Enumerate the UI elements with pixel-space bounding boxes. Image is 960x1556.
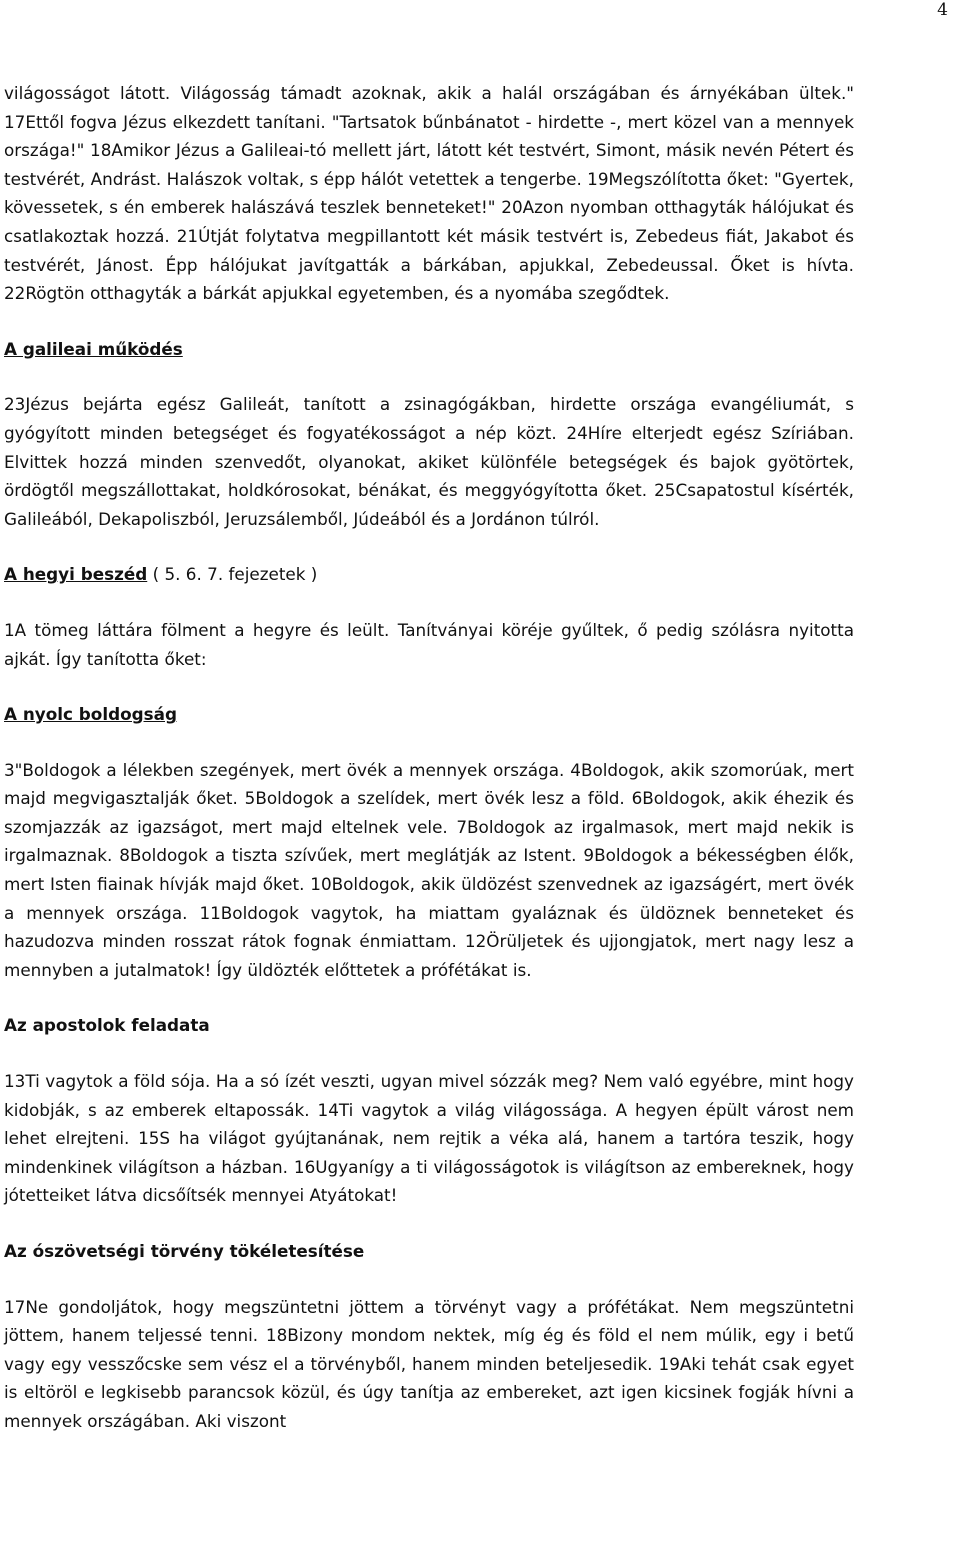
heading-galileai-mukodes: A galileai működés bbox=[4, 338, 183, 359]
heading-hegyi-besz: A hegyi beszéd ( 5. 6. 7. fejezetek ) bbox=[4, 564, 318, 585]
document-body bbox=[4, 79, 854, 1436]
paragraph-hegyi-besz: 1A tömeg láttára fölment a hegyre és leült. Tanítványai köréje gyűltek, ő pedig szólásra nyitotta ajkát. Így tanította őket: bbox=[4, 619, 854, 669]
heading-oszovetsegi-torveny: Az ószövetségi törvény tökéletesítése bbox=[4, 1241, 365, 1261]
paragraph-apostolok: 13Ti vagytok a föld sója. Ha a só ízét veszti, ugyan mivel sózzák meg? Nem való egyébre, mint hogy kidobják, s az emberek eltapossák. 14Ti vagytok a világ világossága. A hegyen épült várost nem lehet elrejteni. 15S ha világot gyújtanának, nem rejtik a véka alá, hanem a tartóra teszik, hogy mindenkinek világítson a házban. 16Ugyanígy a ti világosságotok is világítson az embereknek, hogy jótetteiket látva dicsőítsék mennyei Atyátokat! bbox=[4, 1071, 854, 1206]
paragraph-torveny: 17Ne gondoljátok, hogy megszüntetni jöttem a törvényt vagy a prófétákat. Nem megszüntetni jöttem, hanem teljessé tenni. 18Bizony mondom nektek, míg ég és föld el nem múlik, egy i betű vagy egy vesszőcske sem vész el a törvényből, hanem minden beteljesedik. 19Aki tehát csak egyet is eltöröl e legkisebb parancsok közül, és úgy tanítja az embereket, azt igen kicsinek fogják hívni a mennyek országában. Aki viszont bbox=[4, 1296, 854, 1431]
paragraph-boldogsagok: 3"Boldogok a lélekben szegények, mert övék a mennyek országa. 4Boldogok, akik szomorúak, mert majd megvigasztalják őket. 5Boldogok a szelídek, mert övék lesz a föld. 6Boldogok, akik éhezik és szomjazzák az igazságot, mert majd eltelnek vele. 7Boldogok az irgalmasok, mert majd nekik is irgalmaznak. 8Boldogok a tiszta szívűek, mert meglátják az Istent. 9Boldogok a békességben élők, mert Isten fiainak hívják majd őket. 10Boldogok, akik üldözést szenvednek az igazságért, mert övék a mennyek országa. 11Boldogok vagytok, ha miattam gyaláznak és üldöznek benneteket és hazudozva minden rosszat rátok fognak énmiattam. 12Örüljetek és ujjongjatok, mert nagy lesz a mennyben a jutalmatok! Így üldözték előttetek a prófétákat is. bbox=[4, 759, 854, 980]
heading-nyolc-boldogsag: A nyolc boldogság bbox=[4, 704, 177, 725]
paragraph-continuation: világosságot látott. Világosság támadt azoknak, akik a halál országában és árnyékában ültek." 17Ettől fogva Jézus elkezdett tanítani. "Tartsatok bűnbánatot - hirdette -, mert közel van a mennyek országa!" 18Amikor Jézus a Galileai-tó mellett járt, látott két testvért, Simont, másik nevén Pétert és testvérét, Andrást. Halászok voltak, s épp hálót vetettek a tengerbe. 19Megszólította őket: "Gyertek, kövessetek, s én emberek halászává teszlek benneteket!" 20Azon nyomban otthagyták hálójukat és csatlakoztak hozzá. 21Útját folytatva megpillantott két másik testvért is, Zebedeus fiát, Jakabot és testvérét, Jánost. Épp hálójukat javítgatták a bárkában, apjukkal, Zebedeussal. Őket is hívta. 22Rögtön otthagyták a bárkát apjukkal egyetemben, és a nyomába szegődtek. bbox=[4, 83, 854, 304]
paragraph-galileai: 23Jézus bejárta egész Galileát, tanított a zsinagógákban, hirdette országa evangéliumát, s gyógyított minden betegséget és fogyatékosságot a nép közt. 24Híre elterjedt egész Szíriában. Elvittek hozzá minden szenvedőt, olyanokat, akiket különféle betegségek és bajok gyötörtek, ördögtől megszállottakat, holdkórosokat, bénákat, és meggyógyította őket. 25Csapatostul kísérték, Galileából, Dekapoliszból, Jeruzsálemből, Júdeából és a Jordánon túlról. bbox=[4, 394, 854, 529]
heading-apostolok-feladata: Az apostolok feladata bbox=[4, 1015, 210, 1036]
page-number: 4 bbox=[937, 0, 948, 20]
